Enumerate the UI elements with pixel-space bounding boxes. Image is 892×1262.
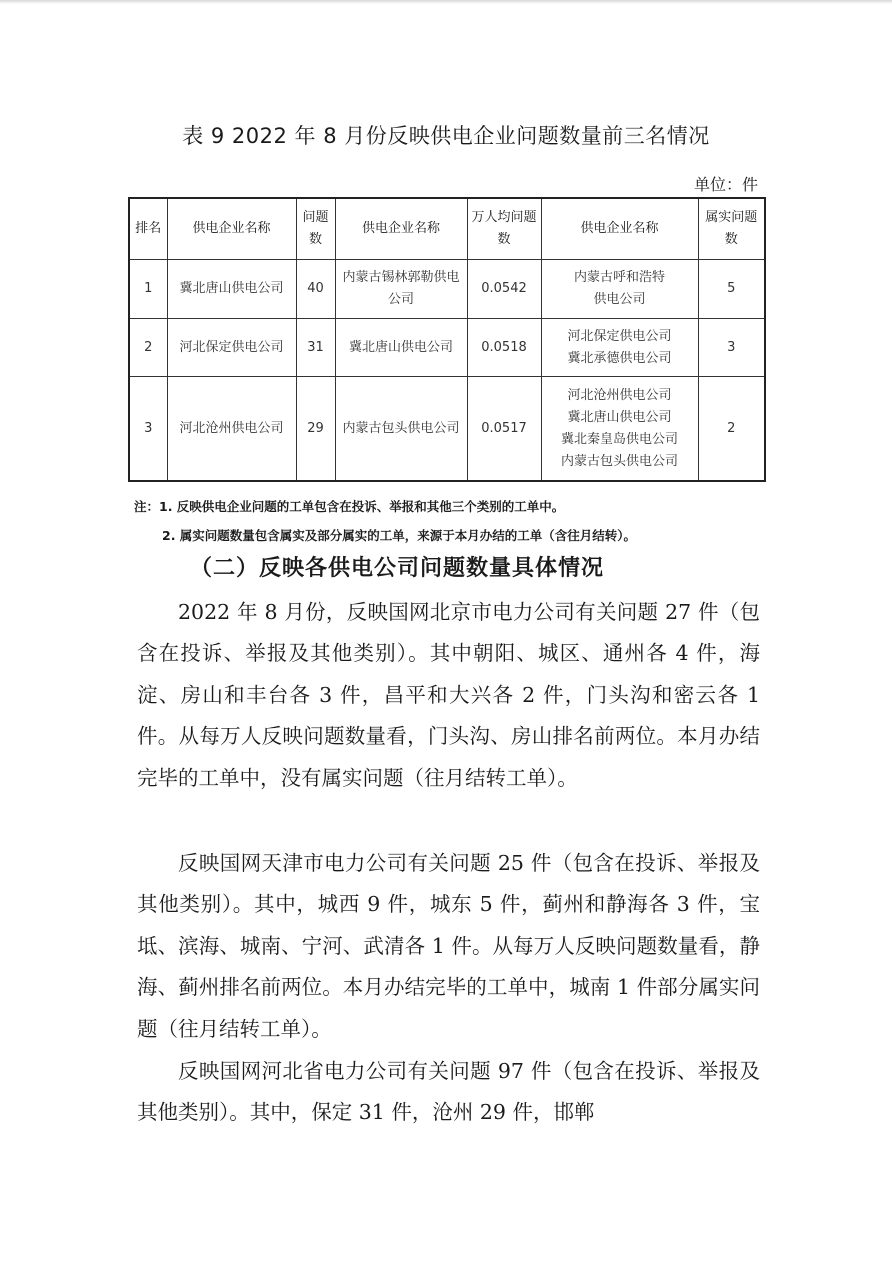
cell-company-by-verified: 河北保定供电公司 冀北承德供电公司: [541, 319, 698, 377]
table-row: [129, 377, 765, 482]
cell-company-by-verified: 河北沧州供电公司 冀北唐山供电公司 冀北秦皇岛供电公司 内蒙古包头供电公司: [541, 377, 698, 482]
header-company-by-count: 供电企业名称: [167, 198, 296, 260]
cell-rank: 1: [129, 260, 167, 319]
header-verified: 属实问题数: [698, 198, 765, 260]
cell-company-by-count: 河北保定供电公司: [167, 319, 296, 377]
cell-company-by-per-10k: 冀北唐山供电公司: [335, 319, 467, 377]
cell-count: 31: [296, 319, 335, 377]
table-row: [129, 260, 765, 319]
paragraph-beijing: 2022 年 8 月份，反映国网北京市电力公司有关问题 27 件（包含在投诉、举报及其他类别）。其中朝阳、城区、通州各 4 件，海淀、房山和丰台各 3 件，昌平和大兴各 2 件，门头沟和密云各 1 件。从每万人反映问题数量看，门头沟、房山排名前两位。本月办结完毕的工单中，没有属实问题（往月结转工单）。: [137, 600, 760, 790]
table-title: 表 9 2022 年 8 月份反映供电企业问题数量前三名情况: [182, 124, 710, 148]
ranking-table: [128, 197, 766, 482]
table-notes: [134, 492, 802, 550]
header-per-10k: 万人均问题数: [467, 198, 541, 260]
note-2: 2. 属实问题数量包含属实及部分属实的工单，来源于本月办结的工单（含往月结转）。: [162, 528, 637, 543]
table-header-row: [129, 198, 765, 260]
cell-verified: 2: [698, 377, 765, 482]
cell-rank: 2: [129, 319, 167, 377]
cell-count: 40: [296, 260, 335, 319]
cell-company-by-per-10k: 内蒙古包头供电公司: [335, 377, 467, 482]
cell-count: 29: [296, 377, 335, 482]
cell-company-by-count: 冀北唐山供电公司: [167, 260, 296, 319]
cell-rank: 3: [129, 377, 167, 482]
cell-per-10k: 0.0517: [467, 377, 541, 482]
cell-per-10k: 0.0518: [467, 319, 541, 377]
paragraph-tianjin: 反映国网天津市电力公司有关问题 25 件（包含在投诉、举报及其他类别）。其中，城西 9 件，城东 5 件，蓟州和静海各 3 件，宝坻、滨海、城南、宁河、武清各 1 件。从每万人反映问题数量看，静海、蓟州排名前两位。本月办结完毕的工单中，城南 1 件部分属实问题（往月结转工单）。: [137, 851, 760, 1041]
cell-verified: 5: [698, 260, 765, 319]
note-1: 注：1. 反映供电企业问题的工单包含在投诉、举报和其他三个类别的工单中。: [134, 499, 565, 514]
header-company-by-verified: 供电企业名称: [541, 198, 698, 260]
section-heading: （二）反映各供电公司问题数量具体情况: [190, 556, 605, 581]
header-company-by-per-10k: 供电企业名称: [335, 198, 467, 260]
cell-verified: 3: [698, 319, 765, 377]
table-row: [129, 319, 765, 377]
header-rank: 排名: [129, 198, 167, 260]
page-top-edge: [0, 0, 892, 4]
header-count: 问题数: [296, 198, 335, 260]
cell-per-10k: 0.0542: [467, 260, 541, 319]
cell-company-by-count: 河北沧州供电公司: [167, 377, 296, 482]
cell-company-by-per-10k: 内蒙古锡林郭勒供电公司: [335, 260, 467, 319]
paragraph-hebei: 反映国网河北省电力公司有关问题 97 件（包含在投诉、举报及其他类别）。其中，保定 31 件，沧州 29 件，邯郸: [137, 1059, 760, 1125]
cell-company-by-verified: 内蒙古呼和浩特 供电公司: [541, 260, 698, 319]
unit-label: 单位：件: [693, 175, 758, 194]
